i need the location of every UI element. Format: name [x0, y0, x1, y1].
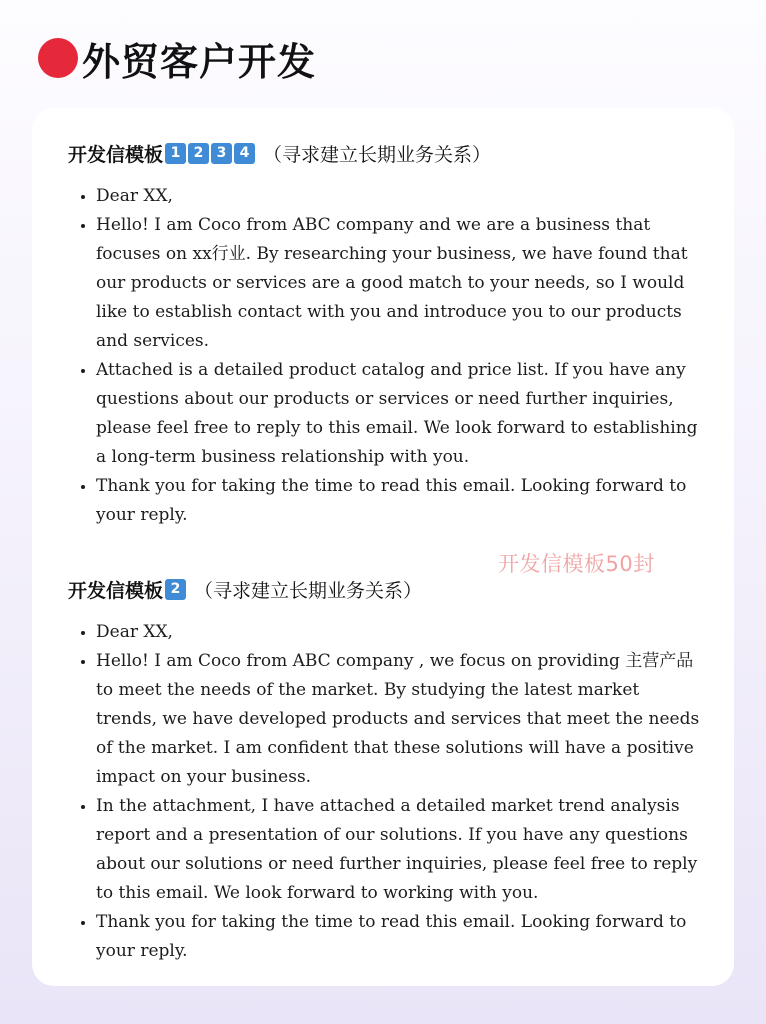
section-heading-title: 开发信模板 [68, 579, 164, 602]
list-item: • Attached is a detailed product catalog and price list. If you have any questions about our products or services or need further inquiries, please feel free to reply to this email. We look forward to establishing a long-term business relationship with you. [96, 356, 700, 472]
section-heading [68, 574, 700, 604]
section-subtitle: （寻求建立长期业务关系） [194, 579, 423, 602]
template-section-2 [68, 574, 700, 966]
list-item: • Hello! I am Coco from ABC company , we focus on providing 主营产品 to meet the needs of the market. By studying the latest market trends, we have developed products and services that meet the needs of the market. I am confident that these solutions will have a positive impact on your business. [96, 647, 700, 792]
page-header [38, 32, 316, 84]
section-heading-title: 开发信模板 [68, 143, 164, 166]
number-keycaps [165, 143, 257, 164]
keycap-one-icon: 1 [165, 143, 186, 164]
bullet-list [68, 618, 700, 966]
keycap-three-icon: 3 [211, 143, 232, 164]
list-item: • Thank you for taking the time to read this email. Looking forward to your reply. [96, 472, 700, 530]
keycap-two-icon: 2 [165, 579, 186, 600]
template-section-1 [68, 138, 700, 530]
red-dot-icon [38, 38, 78, 78]
number-keycaps [165, 579, 188, 600]
list-item: • Thank you for taking the time to read this email. Looking forward to your reply. [96, 908, 700, 966]
content-card [32, 108, 734, 986]
keycap-two-icon: 2 [188, 143, 209, 164]
section-subtitle: （寻求建立长期业务关系） [263, 143, 492, 166]
list-item: • In the attachment, I have attached a detailed market trend analysis report and a presentation of our solutions. If you have any questions about our solutions or need further inquiries, please feel free to reply to this email. We look forward to working with you. [96, 792, 700, 908]
page-title: 外贸客户开发 [82, 39, 317, 84]
watermark-text: 开发信模板50封 [498, 552, 655, 576]
list-item: • Dear XX, [96, 182, 700, 211]
section-heading [68, 138, 700, 168]
list-item: • Dear XX, [96, 618, 700, 647]
keycap-four-icon: 4 [234, 143, 255, 164]
bullet-list [68, 182, 700, 530]
list-item: • Hello! I am Coco from ABC company and we are a business that focuses on xx行业. By researching your business, we have found that our products or services are a good match to your needs, so I would like to establish contact with you and introduce you to our products and services. [96, 211, 700, 356]
